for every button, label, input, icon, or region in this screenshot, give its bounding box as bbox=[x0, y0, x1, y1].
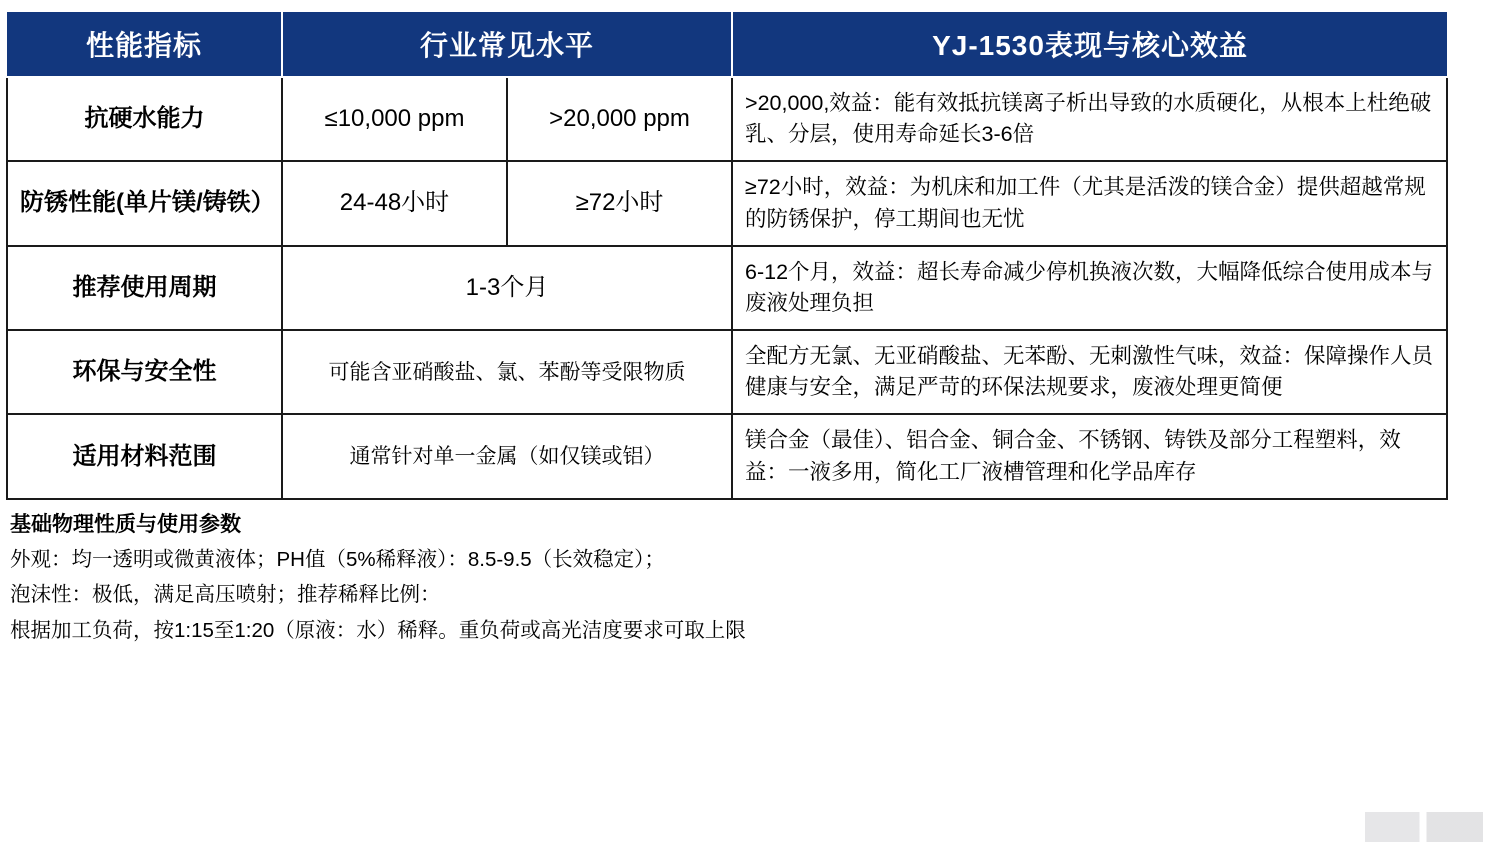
column-header-industry: 行业常见水平 bbox=[282, 11, 732, 77]
row-industry-service-cycle: 1-3个月 bbox=[282, 246, 732, 330]
row-benefit-material-range: 镁合金（最佳）、铝合金、铜合金、不锈钢、铸铁及部分工程塑料，效益：一液多用，简化工厂液槽管理和化学品库存 bbox=[732, 414, 1447, 498]
column-header-metric: 性能指标 bbox=[7, 11, 282, 77]
table-row bbox=[7, 330, 1447, 414]
row-label-hard-water: 抗硬水能力 bbox=[7, 77, 282, 161]
table-row bbox=[7, 77, 1447, 161]
row-benefit-hard-water: >20,000,效益：能有效抵抗镁离子析出导致的水质硬化，从根本上杜绝破乳、分层，使用寿命延长3-6倍 bbox=[732, 77, 1447, 161]
notes-line-foam-dilution: 泡沫性：极低，满足高压喷射；推荐稀释比例： bbox=[10, 583, 441, 607]
notes-section bbox=[4, 508, 1497, 645]
table-row bbox=[7, 246, 1447, 330]
row-industry-material-range: 通常针对单一金属（如仅镁或铝） bbox=[282, 414, 732, 498]
notes-line-dilution-detail: 根据加工负荷，按1:15至1:20（原液：水）稀释。重负荷或高光洁度要求可取上限 bbox=[10, 619, 746, 643]
watermark bbox=[1365, 812, 1483, 842]
table-body bbox=[7, 77, 1447, 499]
table-row bbox=[7, 161, 1447, 245]
row-industry-low-hard-water: ≤10,000 ppm bbox=[282, 77, 507, 161]
row-benefit-service-cycle: 6-12个月，效益：超长寿命减少停机换液次数，大幅降低综合使用成本与废液处理负担 bbox=[732, 246, 1447, 330]
column-header-product: YJ-1530表现与核心效益 bbox=[732, 11, 1447, 77]
row-benefit-environment-safety: 全配方无氯、无亚硝酸盐、无苯酚、无刺激性气味，效益：保障操作人员健康与安全，满足严苛的环保法规要求，废液处理更简便 bbox=[732, 330, 1447, 414]
row-industry-high-rust-protection: ≥72小时 bbox=[507, 161, 732, 245]
row-label-environment-safety: 环保与安全性 bbox=[7, 330, 282, 414]
specification-table bbox=[6, 10, 1448, 500]
row-industry-environment-safety: 可能含亚硝酸盐、氯、苯酚等受限物质 bbox=[282, 330, 732, 414]
row-label-service-cycle: 推荐使用周期 bbox=[7, 246, 282, 330]
row-industry-low-rust-protection: 24-48小时 bbox=[282, 161, 507, 245]
notes-heading: 基础物理性质与使用参数 bbox=[10, 512, 241, 536]
row-industry-high-hard-water: >20,000 ppm bbox=[507, 77, 732, 161]
table-header bbox=[7, 11, 1447, 77]
notes-line-appearance-ph: 外观：均一透明或微黄液体；PH值（5%稀释液）：8.5-9.5（长效稳定）； bbox=[10, 547, 665, 571]
table-header-row bbox=[7, 11, 1447, 77]
row-label-rust-protection: 防锈性能(单片镁/铸铁） bbox=[7, 161, 282, 245]
row-label-material-range: 适用材料范围 bbox=[7, 414, 282, 498]
row-benefit-rust-protection: ≥72小时，效益：为机床和加工件（尤其是活泼的镁合金）提供超越常规的防锈保护，停工期间也无忧 bbox=[732, 161, 1447, 245]
table-row bbox=[7, 414, 1447, 498]
